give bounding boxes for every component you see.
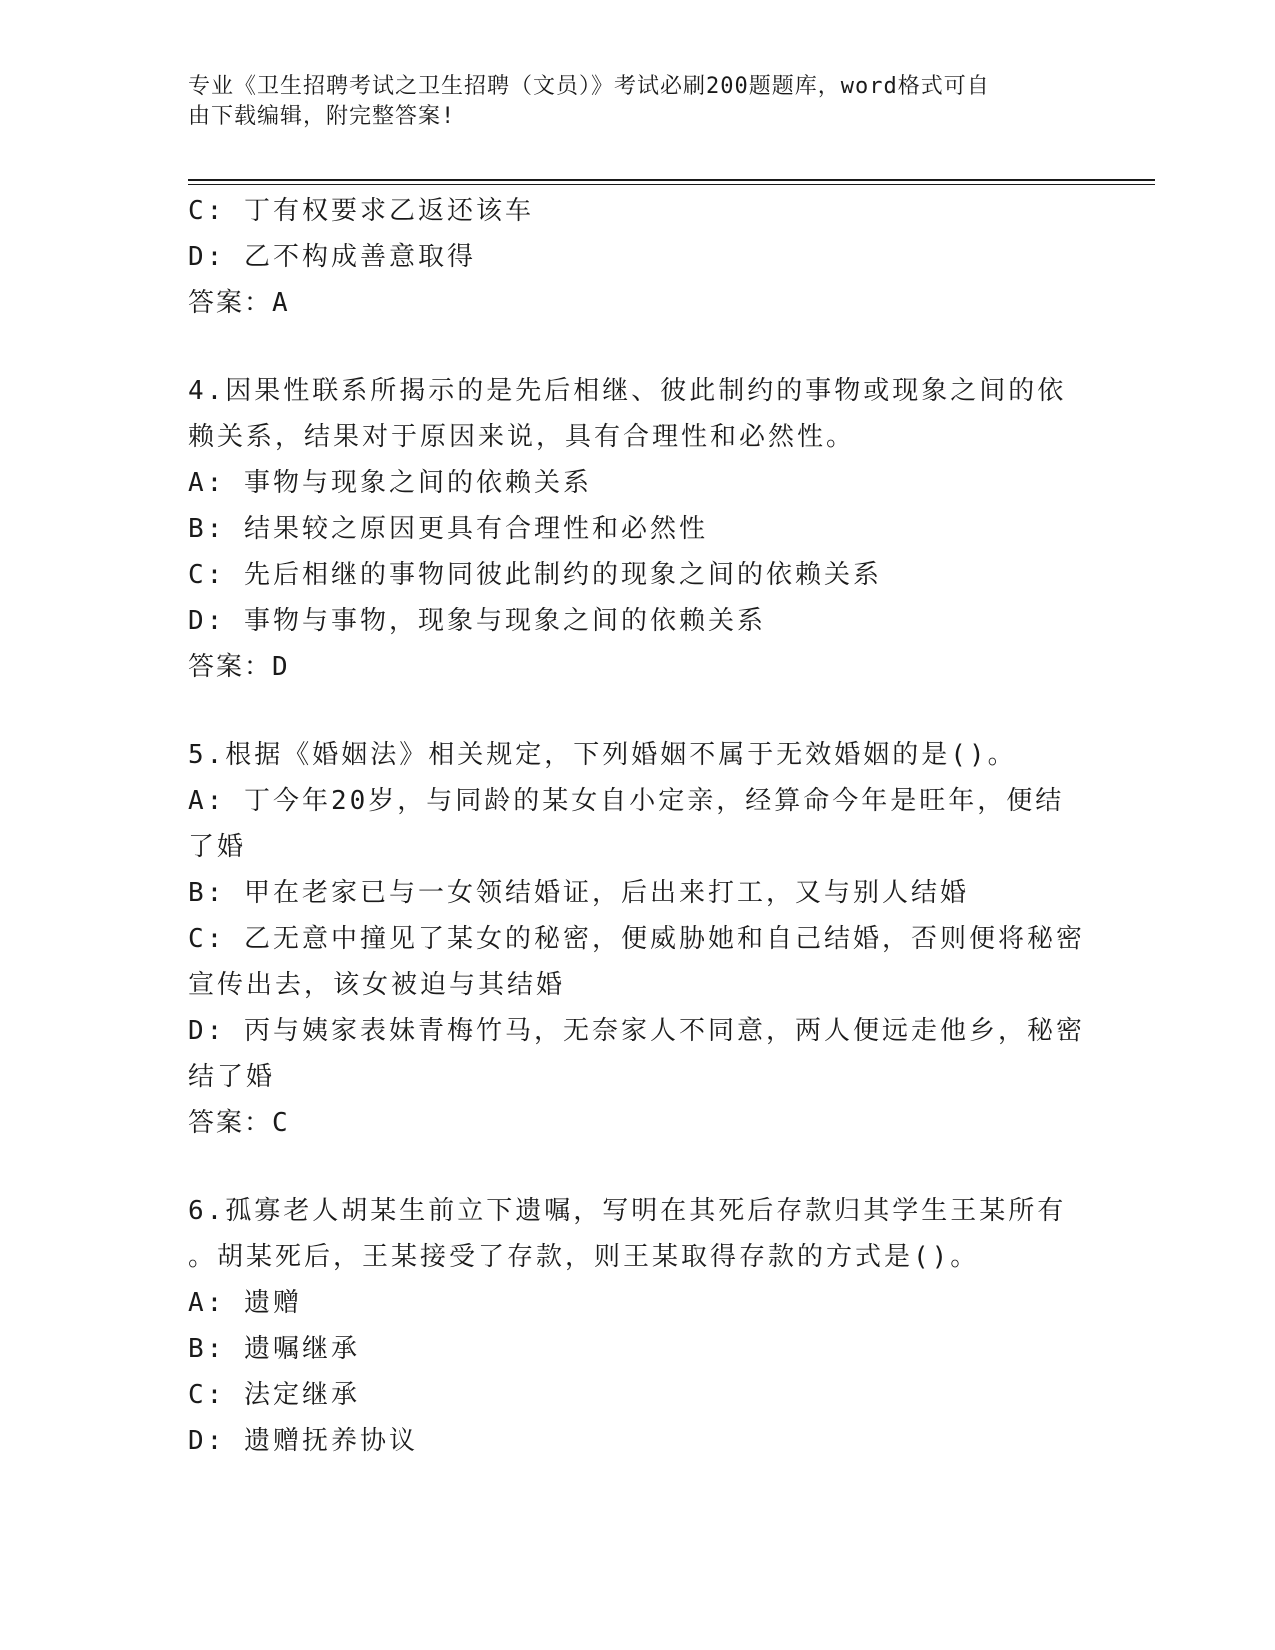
option-c: C: 先后相继的事物同彼此制约的现象之间的依赖关系: [188, 560, 882, 590]
header-line-2: 由下载编辑，附完整答案!: [188, 104, 456, 129]
option-d: D: 乙不构成善意取得: [188, 242, 476, 272]
option-b: B: 甲在老家已与一女领结婚证，后出来打工，又与别人结婚: [188, 878, 969, 908]
question-stem-continued: 赖关系，结果对于原因来说，具有合理性和必然性。: [188, 422, 856, 452]
answer: 答案：D: [188, 652, 290, 682]
option-a: A: 事物与现象之间的依赖关系: [188, 468, 592, 498]
option-a: A: 丁今年20岁，与同龄的某女自小定亲，经算命今年是旺年，便结: [188, 786, 1065, 816]
header-divider-thick: [188, 179, 1155, 181]
header-line-1: 专业《卫生招聘考试之卫生招聘（文员）》考试必刷200题题库，word格式可自: [188, 74, 990, 99]
question-5: [188, 732, 1085, 1146]
option-c: C: 法定继承: [188, 1380, 360, 1410]
question-4: [188, 368, 1068, 690]
answer: 答案：A: [188, 288, 290, 318]
option-a: A: 遗赠: [188, 1288, 302, 1318]
option-b: B: 结果较之原因更具有合理性和必然性: [188, 514, 708, 544]
option-d: D: 丙与姨家表妹青梅竹马，无奈家人不同意，两人便远走他乡，秘密: [188, 1016, 1085, 1046]
document-header: [188, 72, 1068, 132]
option-c: C: 乙无意中撞见了某女的秘密，便威胁她和自己结婚，否则便将秘密: [188, 924, 1085, 954]
answer: 答案：C: [188, 1108, 290, 1138]
spacer: [188, 326, 1068, 368]
option-b: B: 遗嘱继承: [188, 1334, 360, 1364]
option-d: D: 遗赠抚养协议: [188, 1426, 418, 1456]
question-3-tail: [188, 188, 1068, 326]
question-stem: 4.因果性联系所揭示的是先后相继、彼此制约的事物或现象之间的依: [188, 376, 1067, 406]
option-d: D: 事物与事物，现象与现象之间的依赖关系: [188, 606, 766, 636]
option-a-continued: 了婚: [188, 832, 247, 862]
question-list: [188, 188, 1085, 1464]
option-c: C: 丁有权要求乙返还该车: [188, 196, 534, 226]
spacer: [188, 690, 1068, 732]
question-stem-continued: 。胡某死后，王某接受了存款，则王某取得存款的方式是()。: [188, 1242, 980, 1272]
question-6: [188, 1188, 1068, 1464]
option-d-continued: 结了婚: [188, 1062, 276, 1092]
question-stem: 6.孤寡老人胡某生前立下遗嘱，写明在其死后存款归其学生王某所有: [188, 1196, 1067, 1226]
option-c-continued: 宣传出去，该女被迫与其结婚: [188, 970, 566, 1000]
spacer: [188, 1146, 1068, 1188]
header-divider-thin: [188, 184, 1155, 185]
question-stem: 5.根据《婚姻法》相关规定，下列婚姻不属于无效婚姻的是()。: [188, 740, 1017, 770]
